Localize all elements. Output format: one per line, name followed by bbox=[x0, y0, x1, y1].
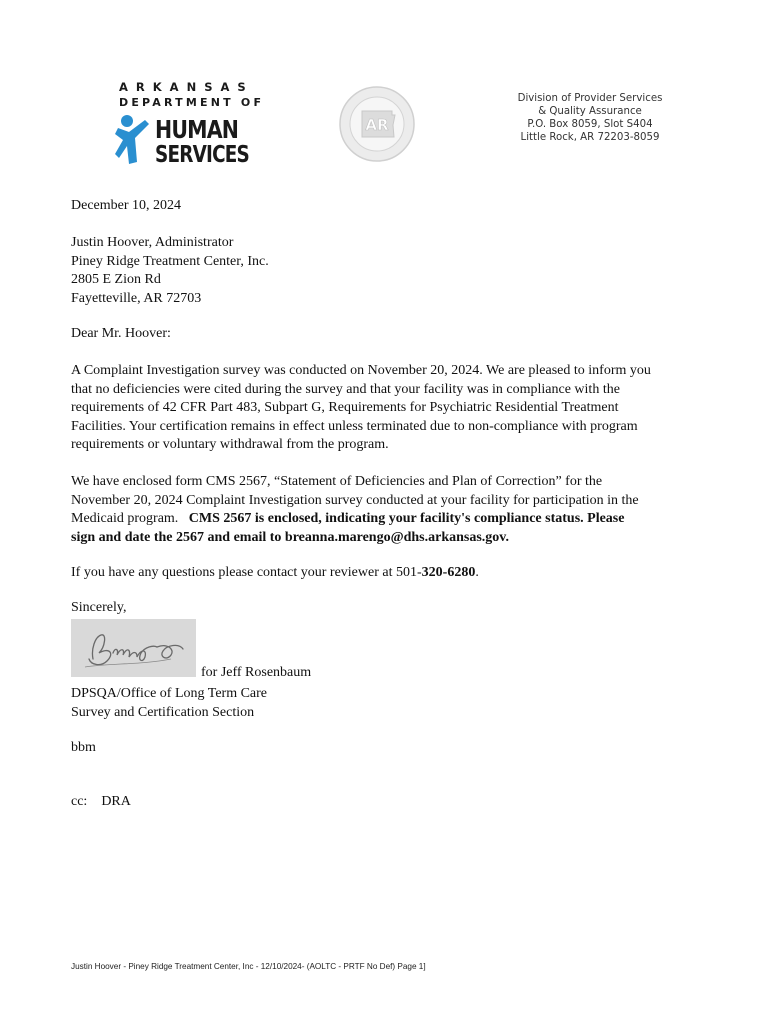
typist-initials: bbm bbox=[71, 740, 96, 755]
signature-image bbox=[71, 619, 196, 677]
logo-services: SERVICES bbox=[155, 142, 250, 168]
arkansas-seal-icon bbox=[338, 85, 416, 163]
recipient-org: Piney Ridge Treatment Center, Inc. bbox=[71, 253, 269, 269]
closing: Sincerely, bbox=[71, 600, 127, 615]
paragraph-line bbox=[71, 510, 711, 529]
sender-address bbox=[490, 92, 690, 144]
paragraph-text: Medicaid program. bbox=[71, 511, 189, 526]
address-line: & Quality Assurance bbox=[538, 106, 642, 117]
signatory-line: for Jeff Rosenbaum bbox=[201, 665, 312, 680]
contact-phone: 320-6280 bbox=[421, 565, 476, 580]
recipient-block bbox=[71, 234, 269, 308]
contact-text: If you have any questions please contact your reviewer at 501- bbox=[71, 565, 422, 580]
address-line: P.O. Box 8059, Slot S404 bbox=[527, 119, 653, 130]
contact-end: . bbox=[475, 565, 479, 580]
salutation: Dear Mr. Hoover: bbox=[71, 326, 171, 341]
logo-human: HUMAN bbox=[155, 115, 239, 144]
recipient-name: Justin Hoover, Administrator bbox=[71, 235, 234, 250]
office-block bbox=[71, 684, 267, 722]
paragraph-line bbox=[71, 529, 711, 548]
paragraph-line: requirements of 42 CFR Part 483, Subpart G, Requirements for Psychiatric Residential Treatment bbox=[71, 400, 619, 415]
paragraph-line: November 20, 2024 Complaint Investigation survey conducted at your facility for participation in the bbox=[71, 492, 639, 508]
dhs-logo bbox=[115, 80, 265, 170]
address-line: Division of Provider Services bbox=[517, 93, 663, 104]
paragraph-bold-text: sign and date the 2567 and email to breanna.marengo@dhs.arkansas.gov. bbox=[71, 529, 510, 545]
paragraph-bold-text: CMS 2567 is enclosed, indicating your facility's compliance status. Please bbox=[188, 511, 625, 526]
paragraph-line bbox=[71, 564, 711, 583]
logo-department-of: DEPARTMENT OF bbox=[119, 96, 265, 109]
paragraph-line: We have enclosed form CMS 2567, “Statement of Deficiencies and Plan of Correction” for the bbox=[71, 474, 603, 489]
paragraph-survey-result bbox=[71, 362, 711, 455]
page-footer: Justin Hoover - Piney Ridge Treatment Center, Inc - 12/10/2024- (AOLTC - PRTF No Def) Page 1] bbox=[71, 962, 426, 971]
recipient-street: 2805 E Zion Rd bbox=[71, 272, 161, 287]
paragraph-line: Facilities. Your certification remains in effect unless terminated due to non-compliance with program bbox=[71, 418, 638, 434]
office-line: Survey and Certification Section bbox=[71, 705, 255, 720]
cc-line: cc: DRA bbox=[71, 794, 131, 809]
seal-text: AR bbox=[365, 116, 389, 134]
person-figure-icon bbox=[115, 112, 153, 168]
logo-arkansas: ARKANSAS bbox=[119, 80, 254, 94]
paragraph-contact bbox=[71, 564, 711, 583]
office-line: DPSQA/Office of Long Term Care bbox=[71, 686, 268, 701]
paragraph-enclosure bbox=[71, 473, 711, 547]
letter-date: December 10, 2024 bbox=[71, 198, 182, 213]
address-line: Little Rock, AR 72203-8059 bbox=[520, 132, 660, 143]
paragraph-line: A Complaint Investigation survey was conducted on November 20, 2024. We are pleased to inform you bbox=[71, 363, 651, 378]
paragraph-line: that no deficiencies were cited during the survey and that your facility was in compliance with the bbox=[71, 381, 620, 397]
recipient-city: Fayetteville, AR 72703 bbox=[71, 290, 202, 306]
paragraph-line: requirements or voluntary withdrawal from the program. bbox=[71, 437, 389, 452]
